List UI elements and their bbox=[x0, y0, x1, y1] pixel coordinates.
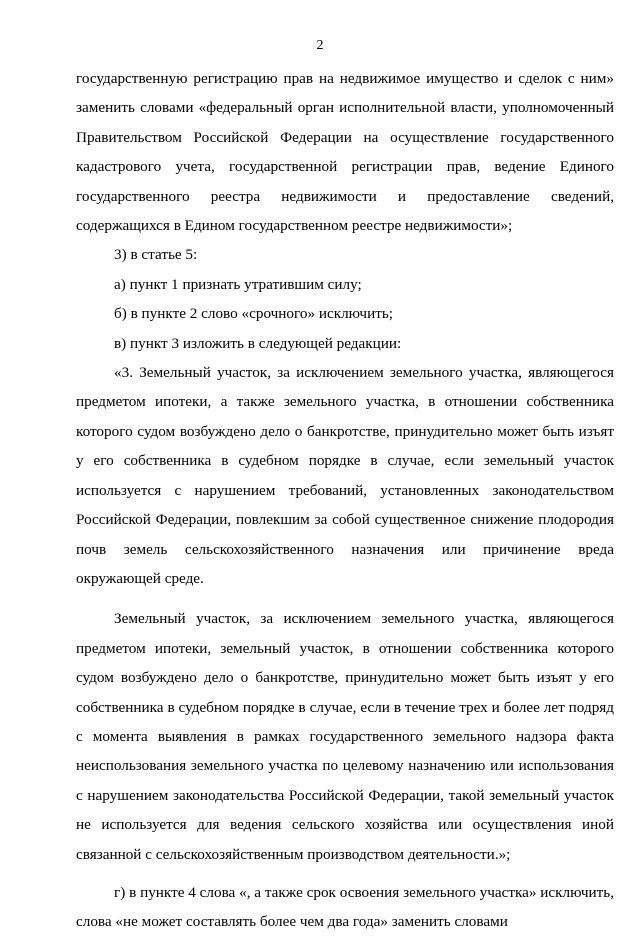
paragraph-item-v: в) пункт 3 изложить в следующей редакции: bbox=[114, 334, 402, 352]
paragraph-item-g: г) в пункте 4 слова «, а также срок освоения земельного участка» исключить, слова «не может составлять более чем два года» заменить словами bbox=[76, 883, 614, 931]
page-number: 2 bbox=[316, 38, 324, 53]
paragraph-article-5: 3) в статье 5: bbox=[114, 246, 198, 264]
paragraph-clause-3: «3. Земельный участок, за исключением земельного участка, являющегося предметом ипотеки, а также земельного участка, в отношении собственника которого судом возбуждено дело о банкротстве, принудительно может быть изъят у его собственника в судебном порядке в случае, если земельный участок используется с нарушением требований, установленных законодательством Российской Федерации, повлекшим за собой существенное снижение плодородия почв земель сельскохозяйственного назначения или причинение вреда окружающей среде. bbox=[76, 364, 614, 587]
paragraph-item-b: б) в пункте 2 слово «срочного» исключить; bbox=[114, 305, 393, 323]
paragraph-item-a: а) пункт 1 признать утратившим силу; bbox=[114, 275, 362, 293]
document-body bbox=[76, 64, 614, 937]
paragraph-continuation: государственную регистрацию прав на недвижимое имущество и сделок с ним» заменить словами «федеральный орган исполнительной власти, уполномоченный Правительством Российской Федерации на осуществление государственного кадастрового учета, государственной регистрации прав, ведение Единого государственного реестра недвижимости и предоставление сведений, содержащихся в Едином государственном реестре недвижимости»; bbox=[76, 70, 614, 235]
paragraph-land-plot: Земельный участок, за исключением земельного участка, являющегося предметом ипотеки, земельный участок, в отношении собственника которого судом возбуждено дело о банкротстве, принудительно может быть изъят у его собственника в судебном порядке в случае, если в течение трех и более лет подряд с момента выявления в рамках государственного земельного надзора факта неиспользования земельного участка по целевому назначению или использования с нарушением законодательства Российской Федерации, такой земельный участок не используется для ведения сельского хозяйства или осуществления иной связанной с сельскохозяйственным производством деятельности.»; bbox=[76, 610, 614, 863]
